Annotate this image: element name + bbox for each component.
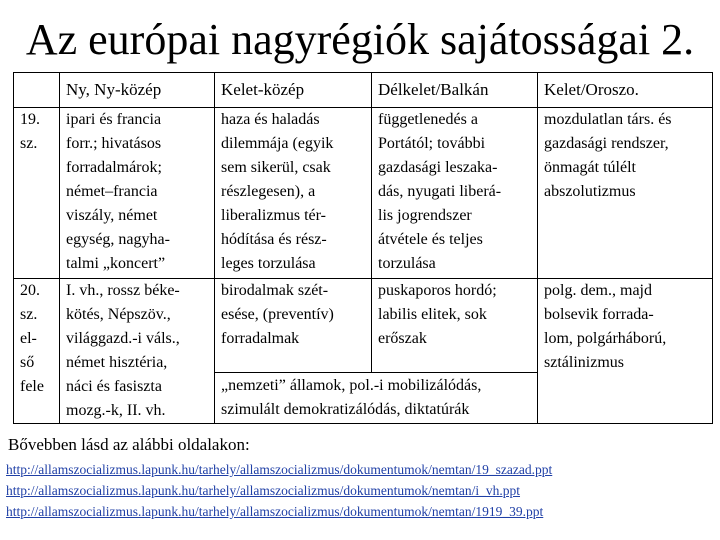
cell-20-west (60, 279, 215, 424)
cell-line: gazdasági leszaka- (378, 159, 498, 176)
cell-line: sem sikerül, csak (221, 159, 331, 176)
cell-line: forr.; hivatásos (66, 135, 162, 152)
row-label-line: ső (20, 354, 35, 371)
header-row (14, 73, 713, 108)
regions-table (13, 72, 713, 424)
cell-line: egység, nagyha- (66, 231, 170, 248)
cell-line: mozg.-k, II. vh. (66, 402, 166, 419)
link-list (6, 459, 552, 522)
page-title: Az európai nagyrégiók sajátosságai 2. (25, 15, 695, 64)
link-i-vh[interactable]: http://allamszocializmus.lapunk.hu/tarhely/allamszocializmus/dokumentumok/nemtan/i_vh.ppt (6, 483, 521, 498)
cell-line: önmagát túlélt (544, 159, 636, 176)
cell-line: erőszak (378, 330, 427, 347)
cell-line: forradalmak (221, 330, 300, 347)
cell-line: leges torzulása (221, 255, 316, 272)
cell-line: abszolutizmus (544, 183, 636, 200)
cell-line: lis jogrendszer (378, 207, 472, 224)
link-1919-39[interactable]: http://allamszocializmus.lapunk.hu/tarhely/allamszocializmus/dokumentumok/nemtan/1919_39.ppt (6, 504, 544, 519)
cell-20-russia (538, 279, 713, 424)
cell-line: ipari és francia (66, 111, 162, 128)
cell-line: haza és haladás (221, 111, 320, 128)
cell-line: polg. dem., majd (544, 282, 652, 299)
cell-line: torzulása (378, 255, 436, 272)
cell-line: labilis elitek, sok (378, 306, 487, 323)
cell-20-east-central (215, 279, 372, 373)
cell-line: sztálinizmus (544, 354, 624, 371)
cell-line: talmi „koncert” (66, 255, 166, 272)
cell-line: forradalmárok; (66, 159, 162, 176)
cell-line: puskaporos hordó; (378, 282, 497, 299)
more-info-label: Bővebben lásd az alábbi oldalakon: (8, 435, 250, 454)
header-cell-west: Ny, Ny-közép (60, 73, 215, 108)
header-cell-balkan: Délkelet/Balkán (372, 73, 538, 108)
cell-line: mozdulatlan társ. és (544, 111, 672, 128)
cell-line: dás, nyugati liberá- (378, 183, 502, 200)
cell-19-east-central (215, 108, 372, 279)
cell-19-russia (538, 108, 713, 279)
cell-line: német–francia (66, 183, 158, 200)
row-19th-century (14, 108, 713, 279)
row-label-line: sz. (20, 306, 38, 323)
cell-line: náci és fasiszta (66, 378, 162, 395)
cell-line: szimulált demokratizálódás, diktatúrák (221, 400, 470, 418)
header-cell-russia: Kelet/Oroszo. (538, 73, 713, 108)
link-19-szazad[interactable]: http://allamszocializmus.lapunk.hu/tarhely/allamszocializmus/dokumentumok/nemtan/19_szazad.ppt (6, 462, 553, 477)
cell-line: világgazd.-i váls., (66, 330, 180, 347)
cell-line: „nemzeti” államok, pol.-i mobilizálódás, (221, 376, 482, 394)
row-label-line: fele (20, 378, 44, 395)
cell-line: részlegesen), a (221, 183, 316, 200)
cell-line: bolsevik forrada- (544, 306, 654, 323)
cell-20-merged-east-central-balkan (215, 372, 538, 424)
row-label-line: 20. (20, 282, 40, 299)
cell-line: hódítása és rész- (221, 231, 327, 248)
row-label-line: 19. (20, 111, 40, 128)
header-cell-east-central: Kelet-közép (215, 73, 372, 108)
cell-line: I. vh., rossz béke- (66, 282, 180, 299)
row-20th-century-first-half (14, 279, 713, 373)
row-label-19 (14, 108, 60, 279)
cell-line: Portától; további (378, 135, 486, 152)
cell-line: lom, polgárháború, (544, 330, 667, 347)
cell-line: kötés, Népszöv., (66, 306, 171, 323)
cell-19-west (60, 108, 215, 279)
cell-19-balkan (372, 108, 538, 279)
cell-line: gazdasági rendszer, (544, 135, 669, 152)
cell-line: függetlenedés a (378, 111, 478, 128)
cell-line: liberalizmus tér- (221, 207, 326, 224)
header-cell-empty (14, 73, 60, 108)
cell-line: átvétele és teljes (378, 231, 483, 248)
row-label-line: sz. (20, 135, 38, 152)
row-label-20 (14, 279, 60, 424)
cell-line: esése, (preventív) (221, 306, 334, 323)
cell-20-balkan (372, 279, 538, 373)
cell-line: viszály, német (66, 207, 158, 224)
cell-line: dilemmája (egyik (221, 135, 334, 152)
row-label-line: el- (20, 330, 37, 347)
cell-line: birodalmak szét- (221, 282, 329, 299)
cell-line: német hisztéria, (66, 354, 168, 371)
